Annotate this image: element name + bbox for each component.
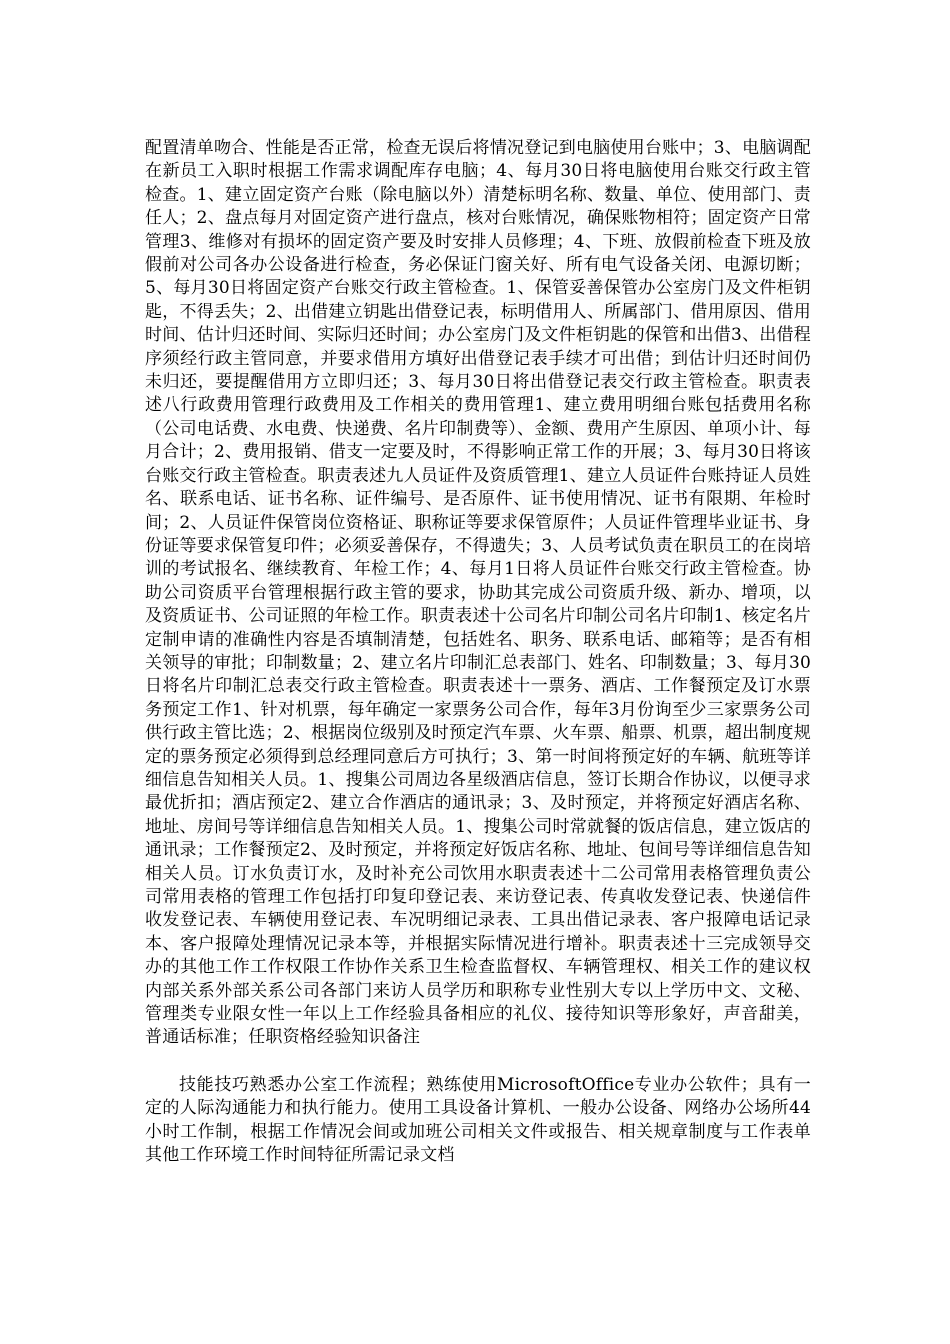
document-body xyxy=(145,137,811,1166)
body-paragraph-1: 配置清单吻合、性能是否正常，检查无误后将情况登记到电脑使用台账中；3、电脑调配在新员工入职时根据工作需求调配库存电脑；4、每月30日将电脑使用台账交行政主管检查。1、建立固定资产台账（除电脑以外）清楚标明名称、数量、单位、使用部门、责任人；2、盘点每月对固定资产进行盘点，核对台账情况，确保账物相符；固定资产日常管理3、维修对有损坏的固定资产要及时安排人员修理；4、下班、放假前检查下班及放假前对公司各办公设备进行检查，务必保证门窗关好、所有电气设备关闭、电源切断；5、每月30日将固定资产台账交行政主管检查。1、保管妥善保管办公室房门及文件柜钥匙，不得丢失；2、出借建立钥匙出借登记表，标明借用人、所属部门、借用原因、借用时间、估计归还时间、实际归还时间；办公室房门及文件柜钥匙的保管和出借3、出借程序须经行政主管同意，并要求借用方填好出借登记表手续才可出借；到估计归还时间仍未归还，要提醒借用方立即归还；3、每月30日将出借登记表交行政主管检查。职责表述八行政费用管理行政费用及工作相关的费用管理1、建立费用明细台账包括费用名称（公司电话费、水电费、快递费、名片印制费等）、金额、费用产生原因、单项小计、每月合计；2、费用报销、借支一定要及时，不得影响正常工作的开展；3、每月30日将该台账交行政主管检查。职责表述九人员证件及资质管理1、建立人员证件台账持证人员姓名、联系电话、证书名称、证件编号、是否原件、证书使用情况、证书有限期、年检时间；2、人员证件保管岗位资格证、职称证等要求保管原件；人员证件管理毕业证书、身份证等要求保管复印件；必须妥善保存，不得遗失；3、人员考试负责在职员工的在岗培训的考试报名、继续教育、年检工作；4、每月1日将人员证件台账交行政主管检查。协助公司资质平台管理根据行政主管的要求，协助其完成公司资质升级、新办、增项，以及资质证书、公司证照的年检工作。职责表述十公司名片印制公司名片印制1、核定名片定制申请的准确性内容是否填制清楚，包括姓名、职务、联系电话、邮箱等；是否有相关领导的审批；印制数量；2、建立名片印制汇总表部门、姓名、印制数量；3、每月30日将名片印制汇总表交行政主管检查。职责表述十一票务、酒店、工作餐预定及订水票务预定工作1、针对机票，每年确定一家票务公司合作，每年3月份询至少三家票务公司供行政主管比选；2、根据岗位级别及时预定汽车票、火车票、船票、机票，超出制度规定的票务预定必须得到总经理同意后方可执行；3、第一时间将预定好的车辆、航班等详细信息告知相关人员。1、搜集公司周边各星级酒店信息，签订长期合作协议，以便寻求最优折扣；酒店预定2、建立合作酒店的通讯录；3、及时预定，并将预定好酒店名称、地址、房间号等详细信息告知相关人员。1、搜集公司时常就餐的饭店信息，建立饭店的通讯录；工作餐预定2、及时预定，并将预定好饭店名称、地址、包间号等详细信息告知相关人员。订水负责订水，及时补充公司饮用水职责表述十二公司常用表格管理负责公司常用表格的管理工作包括打印复印登记表、来访登记表、传真收发登记表、快递信件收发登记表、车辆使用登记表、车况明细记录表、工具出借记录表、客户报障电话记录本、客户报障处理情况记录本等，并根据实际情况进行增补。职责表述十三完成领导交办的其他工作工作权限工作协作关系卫生检查监督权、车辆管理权、相关工作的建议权内部关系外部关系公司各部门来访人员学历和职称专业性别大专以上学历中文、文秘、管理类专业限女性一年以上工作经验具备相应的礼仪、接待知识等形象好，声音甜美，普通话标准；任职资格经验知识备注 xyxy=(145,138,811,1048)
body-paragraph-2: 技能技巧熟悉办公室工作流程；熟练使用MicrosoftOffice专业办公软件；具有一定的人际沟通能力和执行能力。使用工具设备计算机、一般办公设备、网络办公场所44小时工作制，根据工作情况会间或加班公司相关文件或报告、相关规章制度与工作表单其他工作环境工作时间特征所需记录文档 xyxy=(145,1074,811,1166)
